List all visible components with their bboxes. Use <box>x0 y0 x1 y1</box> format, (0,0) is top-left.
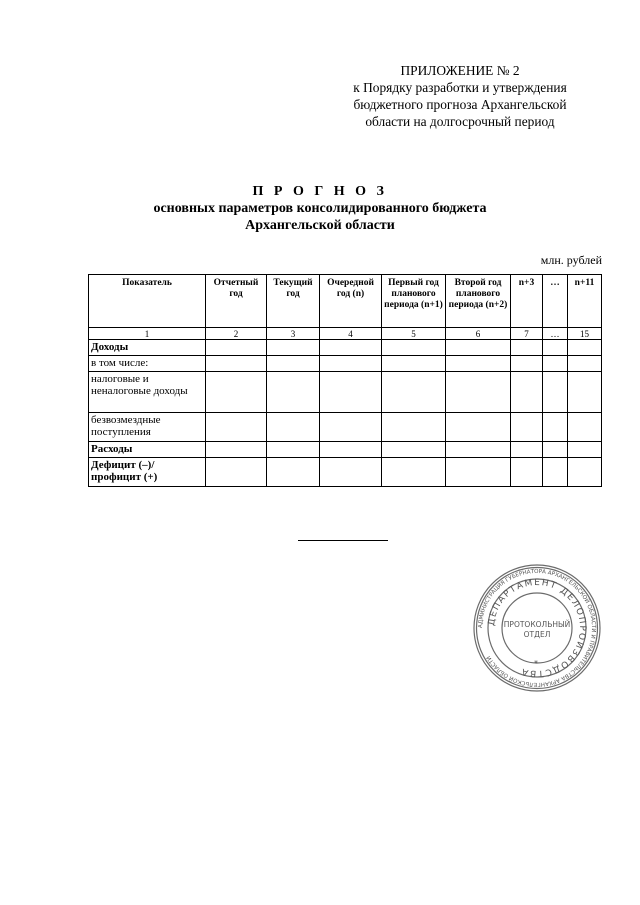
empty-cell <box>320 371 382 412</box>
empty-cell <box>382 441 446 457</box>
table-header-row <box>89 275 602 328</box>
title-line-3: Архангельской области <box>245 218 395 233</box>
appendix-subtitle-line-3: области на долгосрочный период <box>365 114 555 129</box>
appendix-subtitle-line-1: к Порядку разработки и утверждения <box>353 80 567 95</box>
empty-cell <box>382 457 446 486</box>
empty-cell <box>511 457 543 486</box>
title-line-2: основных параметров консолидированного бюджета <box>153 201 487 216</box>
empty-cell <box>382 340 446 356</box>
stamp-star-icon: * <box>534 659 538 668</box>
column-number: 3 <box>267 328 320 340</box>
table-row-including <box>89 355 602 371</box>
stamp-center-line-2: ОТДЕЛ <box>523 630 551 639</box>
empty-cell <box>267 457 320 486</box>
table-row-grants <box>89 412 602 441</box>
empty-cell <box>267 371 320 412</box>
empty-cell <box>267 412 320 441</box>
empty-cell <box>543 457 568 486</box>
title-forecast: П Р О Г Н О З <box>252 184 388 199</box>
empty-cell <box>511 441 543 457</box>
empty-cell <box>568 371 602 412</box>
column-number-row <box>89 328 602 340</box>
header-reporting-year: Отчетный год <box>206 275 267 328</box>
empty-cell <box>511 371 543 412</box>
empty-cell <box>568 457 602 486</box>
empty-cell <box>543 371 568 412</box>
empty-cell <box>382 371 446 412</box>
stamp-inner-ring-text: ДЕПАРТАМЕНТ ДЕЛОПРОИЗВОДСТВА <box>486 577 588 679</box>
empty-cell <box>267 441 320 457</box>
empty-cell <box>543 355 568 371</box>
empty-cell <box>543 340 568 356</box>
empty-cell <box>206 441 267 457</box>
row-label-tax-revenue: налоговые и неналоговые доходы <box>89 371 206 412</box>
document-title <box>0 183 640 234</box>
empty-cell <box>320 412 382 441</box>
forecast-table <box>88 274 602 487</box>
empty-cell <box>382 355 446 371</box>
table-row-tax-revenue <box>89 371 602 412</box>
table-row-deficit <box>89 457 602 486</box>
empty-cell <box>511 340 543 356</box>
empty-cell <box>206 371 267 412</box>
appendix-subtitle-line-2: бюджетного прогноза Архангельской <box>353 97 567 112</box>
empty-cell <box>267 355 320 371</box>
header-plan-year-1: Первый год планового периода (n+1) <box>382 275 446 328</box>
empty-cell <box>320 355 382 371</box>
empty-cell <box>320 457 382 486</box>
column-number: 2 <box>206 328 267 340</box>
empty-cell <box>511 412 543 441</box>
column-number: 6 <box>446 328 511 340</box>
empty-cell <box>568 441 602 457</box>
empty-cell <box>382 412 446 441</box>
column-number: 1 <box>89 328 206 340</box>
empty-cell <box>320 441 382 457</box>
empty-cell <box>206 412 267 441</box>
empty-cell <box>206 355 267 371</box>
row-label-deficit: Дефицит (–)/ профицит (+) <box>89 457 206 486</box>
column-number: 4 <box>320 328 382 340</box>
column-number: … <box>543 328 568 340</box>
separator-line <box>298 540 388 541</box>
empty-cell <box>267 340 320 356</box>
table-row-income <box>89 340 602 356</box>
header-current-year: Текущий год <box>267 275 320 328</box>
column-number: 7 <box>511 328 543 340</box>
row-label-including: в том числе: <box>89 355 206 371</box>
empty-cell <box>320 340 382 356</box>
empty-cell <box>446 340 511 356</box>
stamp-ring-text: АДМИНИСТРАЦИЯ ГУБЕРНАТОРА АРХАНГЕЛЬСКОЙ ОБЛАСТИ И ПРАВИТЕЛЬСТВА АРХАНГЕЛЬСКОЙ ОБЛАСТИ <box>477 568 597 688</box>
row-label-income: Доходы <box>89 340 206 356</box>
header-ellipsis: … <box>543 275 568 328</box>
empty-cell <box>446 355 511 371</box>
units-label: млн. рублей <box>540 253 602 267</box>
protocol-department-stamp <box>472 563 602 693</box>
header-n3: n+3 <box>511 275 543 328</box>
empty-cell <box>446 371 511 412</box>
empty-cell <box>446 457 511 486</box>
table-row-expenses <box>89 441 602 457</box>
empty-cell <box>543 441 568 457</box>
appendix-title: ПРИЛОЖЕНИЕ № 2 <box>400 63 520 78</box>
header-next-year: Очередной год (n) <box>320 275 382 328</box>
empty-cell <box>568 340 602 356</box>
empty-cell <box>511 355 543 371</box>
header-indicator: Показатель <box>89 275 206 328</box>
header-n11: n+11 <box>568 275 602 328</box>
column-number: 5 <box>382 328 446 340</box>
appendix-header <box>310 62 610 130</box>
header-plan-year-2: Второй год планового периода (n+2) <box>446 275 511 328</box>
empty-cell <box>568 355 602 371</box>
empty-cell <box>568 412 602 441</box>
empty-cell <box>446 441 511 457</box>
empty-cell <box>543 412 568 441</box>
empty-cell <box>206 340 267 356</box>
empty-cell <box>446 412 511 441</box>
column-number: 15 <box>568 328 602 340</box>
empty-cell <box>206 457 267 486</box>
row-label-expenses: Расходы <box>89 441 206 457</box>
row-label-grants: безвозмездные поступления <box>89 412 206 441</box>
stamp-center-line-1: ПРОТОКОЛЬНЫЙ <box>503 620 571 629</box>
